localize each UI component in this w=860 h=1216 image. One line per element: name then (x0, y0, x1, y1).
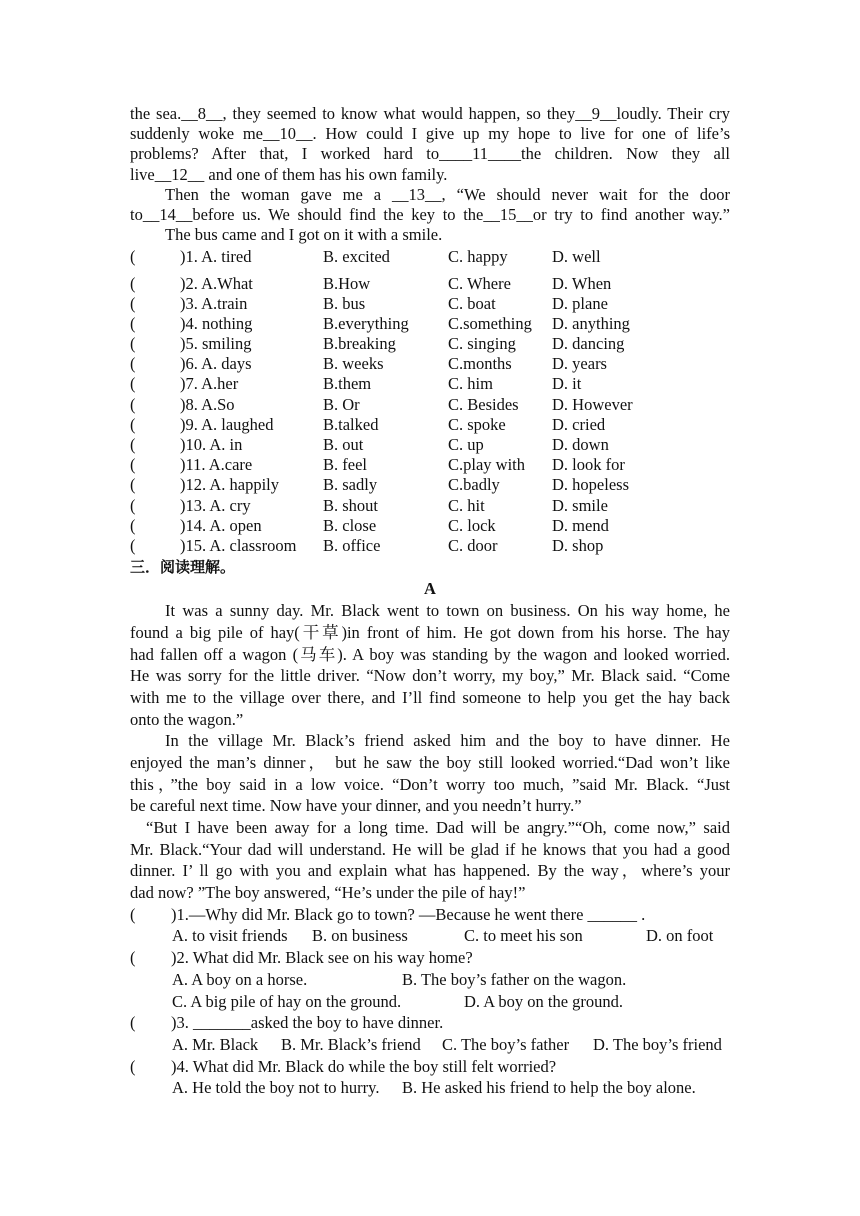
reading-questions (130, 904, 730, 1099)
option-b: B. sadly (323, 475, 378, 495)
question-stem: )2. What did Mr. Black see on his way home? (171, 948, 473, 968)
option-c: C.something (448, 313, 532, 333)
question-stem: )3. _______asked the boy to have dinner. (171, 1013, 444, 1033)
option-d: D. When (552, 273, 612, 293)
answer-option: C. The boy’s father (442, 1034, 570, 1054)
option-a: )1. A. tired (180, 247, 252, 267)
passage-line: the sea.__8__, they seemed to know what would happen, so they__9__loudly. Their cry (130, 104, 730, 123)
passage-line: In the village Mr. Black’s friend asked him and the boy to have dinner. He (165, 731, 730, 751)
option-a: )15. A. classroom (180, 535, 297, 555)
answer-paren: ( (130, 247, 136, 267)
option-d: D. down (552, 435, 609, 454)
answer-option: C. A big pile of hay on the ground. (172, 991, 402, 1011)
answer-paren: ( (130, 455, 136, 475)
option-c: C. hit (448, 495, 485, 515)
passage-line: had fallen off a wagon (马车). A boy was standing by the wagon and looked worried. (130, 644, 730, 664)
passage-line: It was a sunny day. Mr. Black went to town on business. On his way home, he (165, 601, 730, 621)
option-b: B.everything (323, 313, 409, 333)
passage-line: “But I have been away for a long time. Dad will be angry.”“Oh, come now,” said (146, 818, 730, 837)
question-stem: )1.—Why did Mr. Black go to town? —Because he went there ______ . (171, 904, 646, 924)
option-c: C.months (448, 354, 512, 374)
question-row (130, 947, 730, 969)
passage-line: dad now? ”The boy answered, “He’s under the pile of hay!” (130, 883, 526, 903)
answer-option: D. on foot (646, 926, 714, 946)
passage-line: He was sorry for the little driver. “Now don’t worry, my boy,” Mr. Black said. “Come (130, 666, 730, 686)
option-b: B. excited (323, 247, 390, 267)
answer-paren: ( (130, 414, 136, 434)
option-row (130, 395, 730, 415)
option-b: B.them (323, 374, 372, 394)
answer-paren: ( (130, 475, 136, 495)
answer-paren: ( (130, 354, 136, 374)
answer-paren: ( (130, 948, 136, 968)
option-a: )9. A. laughed (180, 414, 274, 434)
passage-line: this，”the boy said in a low voice. “Don’t worry too much, ”said Mr. Black. “Just (130, 774, 730, 794)
option-row (130, 247, 730, 267)
option-a: )5. smiling (180, 334, 252, 354)
answer-paren: ( (130, 495, 136, 515)
answer-option: B. He asked his friend to help the boy alone. (402, 1078, 696, 1098)
option-c: C. Where (448, 273, 511, 293)
answer-paren: ( (130, 374, 136, 394)
option-d: D. However (552, 394, 633, 414)
answer-paren: ( (130, 313, 136, 333)
answer-option: B. The boy’s father on the wagon. (402, 969, 627, 989)
answer-option: A. Mr. Black (172, 1034, 259, 1054)
option-b: B. feel (323, 455, 367, 475)
option-row (130, 374, 730, 394)
option-b: B. bus (323, 293, 366, 313)
option-a: )2. A.What (180, 273, 253, 293)
option-d: D. it (552, 374, 582, 394)
answer-paren: ( (130, 904, 136, 924)
option-a: )13. A. cry (180, 495, 251, 515)
option-row (130, 496, 730, 516)
option-c: C. door (448, 535, 498, 555)
question-row (130, 1012, 730, 1034)
option-row (130, 334, 730, 354)
answer-paren: ( (130, 1056, 136, 1076)
option-b: B. close (323, 515, 377, 535)
option-b: B. shout (323, 495, 379, 515)
answer-paren: ( (130, 435, 136, 454)
option-c: C. Besides (448, 394, 519, 414)
answer-option: D. The boy’s friend (593, 1034, 722, 1054)
passage-line: Mr. Black.“Your dad will understand. He will be glad if he knows that you had a good (130, 839, 730, 859)
option-row (130, 354, 730, 374)
option-c: C. him (448, 374, 493, 394)
passage-line: found a big pile of hay(干草)in front of him. He got down from his horse. The hay (130, 622, 730, 642)
option-c: C. boat (448, 293, 496, 313)
passage-line: enjoyed the man’s dinner， but he saw the boy still looked worried.“Dad won’t like (130, 752, 730, 772)
answer-option: C. to meet his son (464, 926, 583, 946)
option-row (130, 536, 730, 556)
option-b: B. weeks (323, 354, 384, 374)
option-d: D. mend (552, 515, 609, 535)
answer-option: D. A boy on the ground. (464, 991, 624, 1011)
option-b: B.talked (323, 414, 379, 434)
cloze-passage (130, 104, 730, 245)
answer-paren: ( (130, 394, 136, 414)
passage-line: to__14__before us. We should find the key to the__15__or try to find another way.” (130, 204, 730, 224)
option-d: D. anything (552, 313, 630, 333)
option-d: D. hopeless (552, 475, 629, 495)
passage-line: be careful next time. Now have your dinner, and you needn’t hurry.” (130, 796, 582, 816)
option-row (130, 455, 730, 475)
option-b: B. office (323, 535, 381, 555)
option-d: D. years (552, 354, 607, 374)
answer-options-row (130, 925, 730, 947)
option-c: C.badly (448, 475, 500, 495)
answer-paren: ( (130, 515, 136, 535)
passage-line: suddenly woke me__10__. How could I give up my hope to live for one of life’s (130, 124, 730, 144)
passage-line: with me to the village over there, and I’ll find someone to help you get the hay back (130, 687, 730, 707)
answer-options-row (130, 1034, 730, 1056)
passage-label: A (424, 579, 436, 599)
answer-option: B. Mr. Black’s friend (281, 1034, 421, 1054)
answer-options-row (130, 1077, 730, 1099)
option-c: C. spoke (448, 414, 506, 434)
option-d: D. plane (552, 293, 608, 313)
option-row (130, 435, 730, 455)
option-d: D. shop (552, 535, 604, 555)
option-b: B.How (323, 273, 371, 293)
question-stem: )4. What did Mr. Black do while the boy still felt worried? (171, 1056, 557, 1076)
option-b: B. out (323, 435, 364, 454)
option-b: B. Or (323, 394, 360, 414)
passage-line: onto the wagon.” (130, 709, 244, 729)
option-b: B.breaking (323, 334, 396, 354)
option-c: C. singing (448, 334, 516, 354)
answer-option: A. A boy on a horse. (172, 969, 308, 989)
option-c: C. lock (448, 515, 496, 535)
answer-paren: ( (130, 1013, 136, 1033)
option-c: C. up (448, 435, 484, 454)
option-a: )7. A.her (180, 374, 239, 394)
answer-option: A. He told the boy not to hurry. (172, 1078, 380, 1098)
answer-paren: ( (130, 273, 136, 293)
reading-passage (130, 600, 730, 904)
question-row (130, 1056, 730, 1078)
option-a: )4. nothing (180, 313, 253, 333)
passage-line: dinner. I’ ll go with you and explain what has happened. By the way，where’s your (130, 861, 730, 881)
option-c: C. happy (448, 247, 508, 267)
option-row (130, 415, 730, 435)
option-a: )14. A. open (180, 515, 262, 535)
option-a: )11. A.care (180, 455, 253, 475)
option-d: D. cried (552, 414, 606, 434)
option-row (130, 274, 730, 294)
cloze-options (130, 247, 730, 556)
question-row (130, 904, 730, 926)
answer-option: B. on business (312, 926, 408, 946)
option-row (130, 314, 730, 334)
answer-paren: ( (130, 293, 136, 313)
option-row (130, 516, 730, 536)
option-d: D. smile (552, 495, 608, 515)
option-row (130, 475, 730, 495)
passage-line: live__12__ and one of them has his own family. (130, 164, 448, 184)
answer-options-row (130, 969, 730, 991)
option-c: C.play with (448, 455, 525, 475)
document-page (130, 104, 730, 1099)
option-d: D. dancing (552, 334, 625, 354)
section-title: 三．阅读理解。 (130, 558, 236, 577)
option-row (130, 294, 730, 314)
option-a: )6. A. days (180, 354, 252, 374)
answer-paren: ( (130, 535, 136, 555)
option-d: D. well (552, 247, 601, 267)
option-a: )12. A. happily (180, 475, 279, 495)
passage-line: problems? After that, I worked hard to____11____the children. Now they all (130, 144, 730, 164)
option-d: D. look for (552, 455, 625, 475)
option-a: )8. A.So (180, 394, 235, 414)
option-a: )3. A.train (180, 293, 248, 313)
answer-options-row (130, 991, 730, 1013)
answer-paren: ( (130, 334, 136, 354)
passage-line: The bus came and I got on it with a smile. (165, 225, 443, 245)
answer-option: A. to visit friends (172, 926, 288, 946)
option-a: )10. A. in (180, 435, 243, 454)
passage-line: Then the woman gave me a __13__, “We should never wait for the door (165, 184, 730, 204)
